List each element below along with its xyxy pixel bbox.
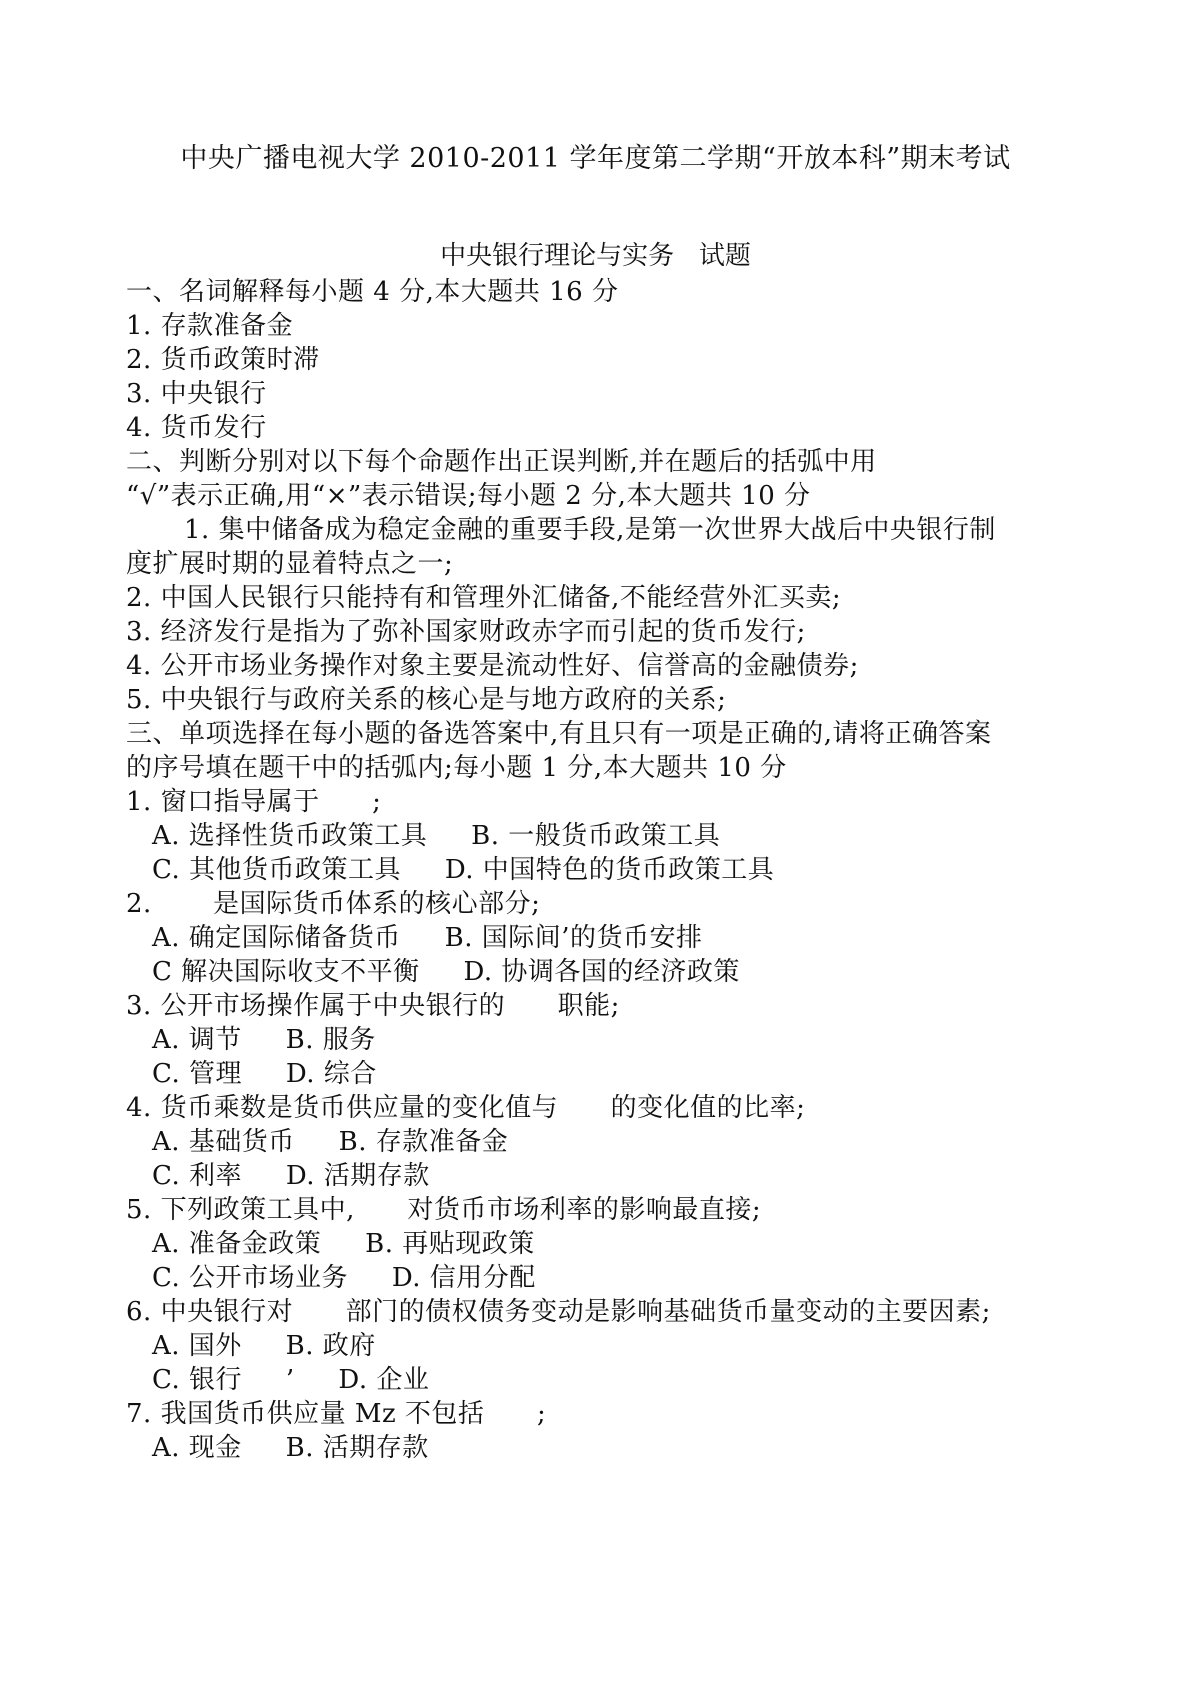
question-options: A. 确定国际储备货币 B. 国际间’的货币安排 (152, 923, 703, 953)
question-options: C 解决国际收支不平衡 D. 协调各国的经济政策 (152, 957, 740, 987)
section2-item1-line2: 度扩展时期的显着特点之一; (126, 549, 454, 579)
question-options: C. 利率 D. 活期存款 (152, 1161, 430, 1191)
question-options: C. 银行 ’ D. 企业 (152, 1365, 430, 1395)
question-options: C. 公开市场业务 D. 信用分配 (152, 1263, 536, 1293)
question-stem: 7. 我国货币供应量 Mz 不包括 ; (126, 1399, 547, 1429)
question-stem: 3. 公开市场操作属于中央银行的 职能; (126, 991, 620, 1021)
section1-item: 4. 货币发行 (126, 413, 267, 443)
section2-item: 5. 中央银行与政府关系的核心是与地方政府的关系; (126, 685, 727, 715)
section2-item: 3. 经济发行是指为了弥补国家财政赤字而引起的货币发行; (126, 617, 806, 647)
question-options: C. 管理 D. 综合 (152, 1059, 377, 1089)
question-options: C. 其他货币政策工具 D. 中国特色的货币政策工具 (152, 855, 775, 885)
question-stem: 2. 是国际货币体系的核心部分; (126, 889, 541, 919)
question-stem: 6. 中央银行对 部门的债权债务变动是影响基础货币量变动的主要因素; (126, 1297, 991, 1327)
section3-heading-line2: 的序号填在题干中的括弧内;每小题 1 分,本大题共 10 分 (126, 753, 787, 783)
question-options: A. 现金 B. 活期存款 (152, 1433, 429, 1463)
question-options: A. 基础货币 B. 存款准备金 (152, 1127, 509, 1157)
question-stem: 4. 货币乘数是货币供应量的变化值与 的变化值的比率; (126, 1093, 806, 1123)
question-options: A. 准备金政策 B. 再贴现政策 (152, 1229, 535, 1259)
section2-item1-line1: 1. 集中储备成为稳定金融的重要手段,是第一次世界大战后中央银行制 (184, 515, 996, 545)
question-options: A. 调节 B. 服务 (152, 1025, 376, 1055)
section2-heading-line2: “√”表示正确,用“×”表示错误;每小题 2 分,本大题共 10 分 (126, 481, 811, 511)
question-options: A. 选择性货币政策工具 B. 一般货币政策工具 (152, 821, 721, 851)
subject-title: 中央银行理论与实务 试题 (440, 241, 751, 271)
question-stem: 5. 下列政策工具中, 对货币市场利率的影响最直接; (126, 1195, 762, 1225)
section1-heading: 一、名词解释每小题 4 分,本大题共 16 分 (126, 277, 619, 307)
section1-item: 2. 货币政策时滞 (126, 345, 320, 375)
section3-heading-line1: 三、单项选择在每小题的备选答案中,有且只有一项是正确的,请将正确答案 (126, 719, 992, 749)
exam-title: 中央广播电视大学 2010-2011 学年度第二学期“开放本科”期末考试 (180, 143, 1011, 174)
section2-heading-line1: 二、判断分别对以下每个命题作出正误判断,并在题后的括弧中用 (126, 447, 877, 477)
section1-item: 3. 中央银行 (126, 379, 267, 409)
section2-item: 4. 公开市场业务操作对象主要是流动性好、信誉高的金融债券; (126, 651, 859, 681)
question-stem: 1. 窗口指导属于 ; (126, 787, 382, 817)
section1-item: 1. 存款准备金 (126, 311, 294, 341)
section2-item: 2. 中国人民银行只能持有和管理外汇储备,不能经营外汇买卖; (126, 583, 842, 613)
question-options: A. 国外 B. 政府 (152, 1331, 376, 1361)
